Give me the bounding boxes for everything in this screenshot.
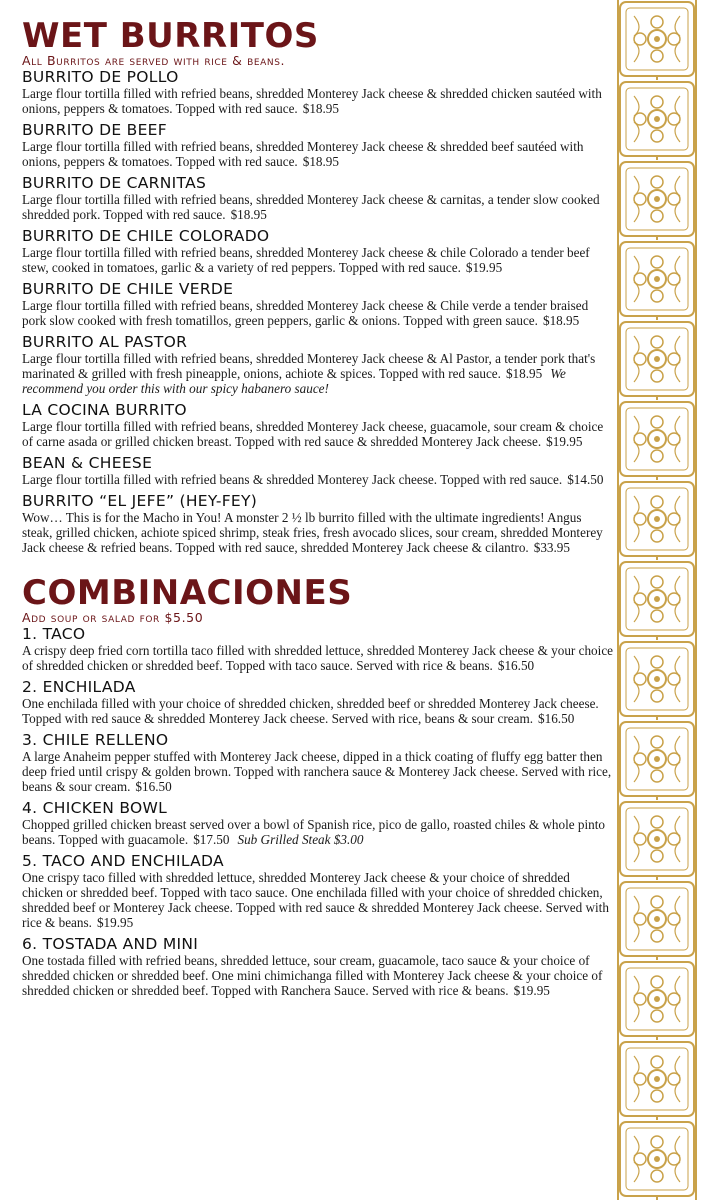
menu-item-price: $16.50 [538,711,575,726]
menu-item-description: Large flour tortilla filled with refried beans & shredded Monterey Jack cheese. Topped with red sauce. $14.50 [22,472,604,487]
menu-item-description: One enchilada filled with your choice of shredded chicken, shredded beef or shredded Monterey Jack cheese. Topped with red sauce & shredded Monterey Jack cheese. Served with rice, beans & sour cream. $16.50 [22,696,599,726]
menu-item-name: 1. TACO [22,625,86,643]
menu-item-name: BURRITO DE CARNITAS [22,174,207,192]
menu-item-description: Large flour tortilla filled with refried beans, shredded Monterey Jack cheese & Chile verde a tender braised pork slow cooked with fresh tomatillos, green peppers, garlic & onions. Topped with green sauce. $18.95 [22,298,589,328]
menu-item-name: BURRITO DE CHILE COLORADO [22,227,270,245]
menu-item-description: Chopped grilled chicken breast served over a bowl of Spanish rice, pico de gallo, roasted chiles & whole pinto beans. Topped with guacamole. $17.50 Sub Grilled Steak $3.00 [22,817,606,847]
menu-item-description: One crispy taco filled with shredded lettuce, shredded Monterey Jack cheese & your choice of shredded chicken or shredded beef. Topped with taco sauce. One enchilada filled with your choice of shredded chicken, shredded beef or Monterey Jack cheese. Topped with red sauce & shredded Monterey Jack cheese. Served with rice & beans. $19.95 [22,870,609,930]
menu-item-name: BURRITO DE CHILE VERDE [22,280,234,298]
menu-item-name: 4. CHICKEN BOWL [22,799,168,817]
menu-item-name: BEAN & CHEESE [22,454,153,472]
menu-item [22,228,614,275]
menu-item-name: BURRITO DE POLLO [22,68,179,86]
menu-item-name: LA COCINA BURRITO [22,401,187,419]
menu-item-price: $19.95 [513,983,550,998]
menu-page [22,18,614,1004]
gold-ornamental-border-icon [614,0,700,1200]
menu-item-note: Sub Grilled Steak $3.00 [237,832,364,847]
menu-item-price: $14.50 [567,472,604,487]
menu-item-description: Wow… This is for the Macho in You! A monster 2 ½ lb burrito filled with the ultimate ingredients! Angus steak, grilled chicken, achiote spiced shrimp, steak fries, fresh avocado slices, sour cream, shredded Monterey Jack cheese & refried beans. Topped with red sauce, shredded Monterey Jack cheese & cilantro. $33.95 [22,510,603,555]
menu-item [22,334,614,396]
menu-item-price: $18.95 [302,154,339,169]
wet-burritos-title: WET BURRITOS [22,16,319,56]
menu-item-price: $16.50 [497,658,535,673]
menu-item-note: We recommend you order this with our spicy habanero sauce! [22,366,566,396]
wet-burritos-subtitle: All Burritos are served with rice & beans. [22,53,286,68]
menu-item [22,402,614,449]
menu-item [22,800,614,847]
menu-item-name: 6. TOSTADA AND MINI [22,935,199,953]
menu-item-name: BURRITO DE BEEF [22,121,167,139]
menu-item-price: $18.95 [505,366,543,381]
menu-item [22,175,614,222]
menu-item-description: Large flour tortilla filled with refried beans, shredded Monterey Jack cheese & carnitas, a tender slow cooked shredded pork. Topped with red sauce. $18.95 [22,192,600,222]
menu-item-name: BURRITO “EL JEFE” (HEY-FEY) [22,492,258,510]
menu-item [22,455,614,487]
menu-item-price: $33.95 [533,540,570,555]
menu-item-description: Large flour tortilla filled with refried beans, shredded Monterey Jack cheese, guacamole, sour cream & choice of carne asada or grilled chicken breast. Topped with red sauce & shredded Monterey Jack cheese. $19.95 [22,419,604,449]
menu-item-name: 2. ENCHILADA [22,678,136,696]
menu-item-description: Large flour tortilla filled with refried beans, shredded Monterey Jack cheese & shredded beef sautéed with onions, peppers & tomatoes. Topped with red sauce. $18.95 [22,139,584,169]
menu-item [22,122,614,169]
menu-item-price: $18.95 [230,207,267,222]
menu-item [22,679,614,726]
menu-item-description: Large flour tortilla filled with refried beans, shredded Monterey Jack cheese & Al Pastor, a tender pork that's marinated & grilled with fresh pineapple, onions, achiote & spices. Topped with red sauce. $18.95 We recommend you order this with our spicy habanero sauce! [22,351,596,396]
menu-item [22,936,614,998]
combinaciones-title: COMBINACIONES [22,573,353,613]
menu-item-price: $19.95 [96,915,134,930]
menu-item [22,281,614,328]
menu-item-price: $18.95 [302,101,339,116]
menu-item-name: 3. CHILE RELLENO [22,731,169,749]
menu-item-name: BURRITO AL PASTOR [22,333,188,351]
menu-item [22,69,614,116]
menu-item-description: Large flour tortilla filled with refried beans, shredded Monterey Jack cheese & shredded chicken sautéed with onions, peppers & tomatoes. Topped with red sauce. $18.95 [22,86,602,116]
menu-item-price: $16.50 [135,779,172,794]
menu-item-price: $19.95 [465,260,503,275]
menu-item [22,493,614,555]
menu-item [22,626,614,673]
menu-item-description: A large Anaheim pepper stuffed with Monterey Jack cheese, dipped in a thick coating of fluffy egg batter then deep fried until crispy & golden brown. Topped with ranchera sauce & Monterey Jack cheese. Served with rice, beans & sour cream. $16.50 [22,749,612,794]
menu-item-description: One tostada filled with refried beans, shredded lettuce, sour cream, guacamole, taco sauce & your choice of shredded chicken or shredded beef. One mini chimichanga filled with Monterey Jack cheese & your choice of shredded chicken or shredded beef. Topped with Ranchera Sauce. Served with rice & beans. $19.95 [22,953,603,998]
menu-item [22,853,614,930]
menu-item-name: 5. TACO AND ENCHILADA [22,852,224,870]
menu-item-description: A crispy deep fried corn tortilla taco filled with shredded lettuce, shredded Monterey Jack cheese & your choice of shredded chicken or shredded beef. Topped with taco sauce. Served with rice & beans. $16.50 [22,643,614,673]
menu-item-price: $17.50 [193,832,230,847]
menu-item-description: Large flour tortilla filled with refried beans, shredded Monterey Jack cheese & chile Colorado a tender beef stew, cooked in tomatoes, garlic & a variety of red peppers. Topped with red sauce. $19.95 [22,245,590,275]
menu-item [22,732,614,794]
menu-item-price: $19.95 [546,434,583,449]
menu-item-price: $18.95 [542,313,580,328]
combinaciones-subtitle: Add soup or salad for $5.50 [22,610,204,625]
